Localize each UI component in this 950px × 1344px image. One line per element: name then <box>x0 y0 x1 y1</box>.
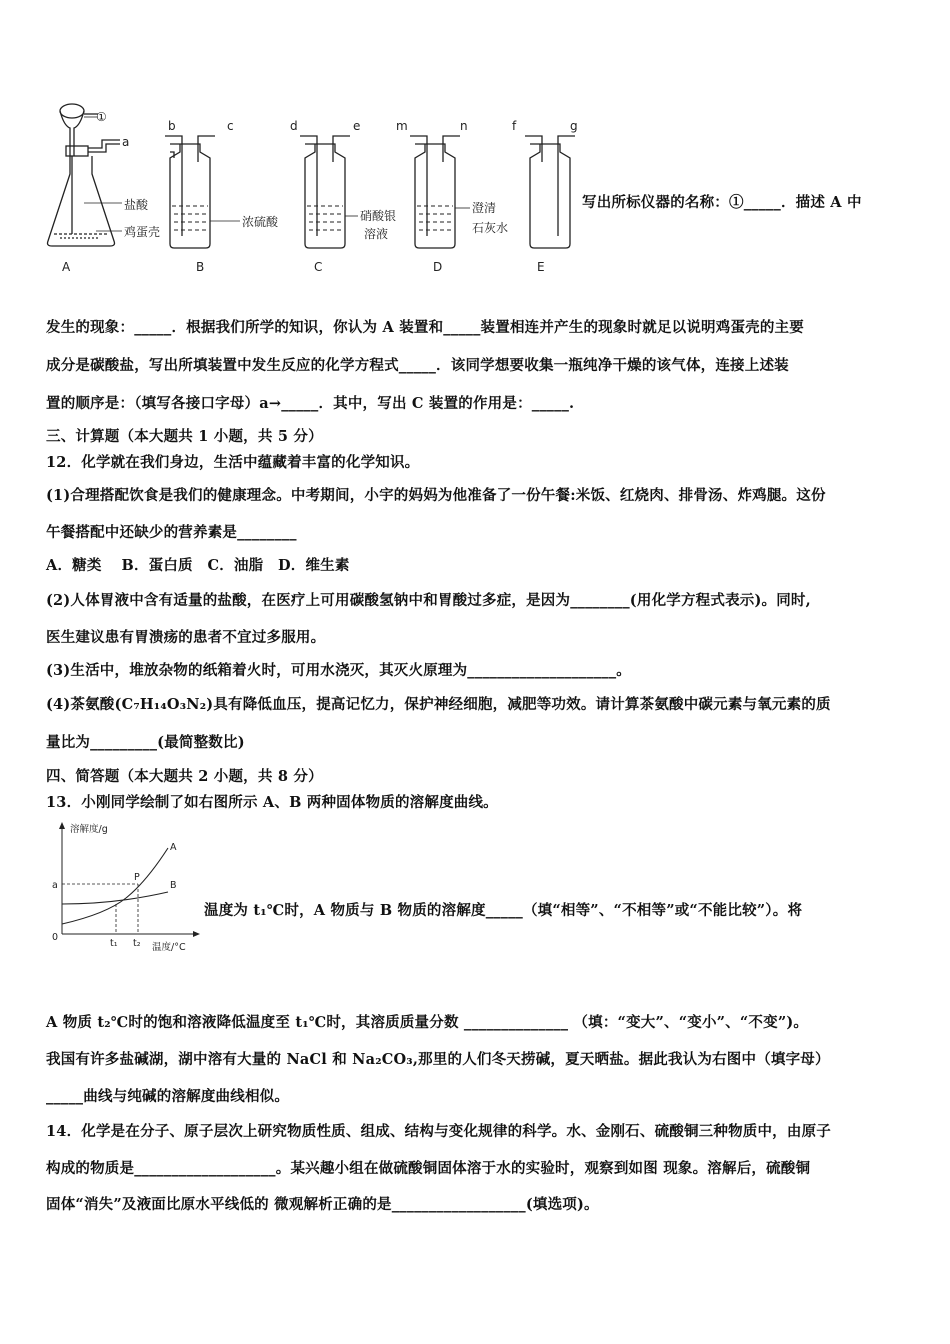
solubility-chart <box>46 818 206 958</box>
question-14a: 14．化学是在分子、原子层次上研究物质性质、组成、结构与变化规律的科学。水、金刚石、硫酸铜三种物质中，由原子 <box>46 1123 831 1140</box>
line-3: 置的顺序是：（填写各接口字母）a→_____．其中，写出 C 装置的作用是：_____. <box>46 395 575 412</box>
apparatus-figure <box>40 96 660 276</box>
callout-1: ① <box>96 110 107 124</box>
connector-f: f <box>512 119 517 133</box>
connector-m: m <box>396 119 408 133</box>
connector-b: b <box>168 119 176 133</box>
chart-ytick-a: a <box>52 880 58 891</box>
chart-origin: 0 <box>52 932 59 943</box>
label-eggshell: 鸡蛋壳 <box>124 225 161 239</box>
section-4-heading: 四、简答题（本大题共 2 小题，共 8 分） <box>46 768 323 785</box>
chart-xtick-t1: t₁ <box>110 938 118 949</box>
curve-b-label: B <box>170 880 177 891</box>
letter-a: A <box>62 260 71 274</box>
question-13-side: 温度为 t₁℃时，A 物质与 B 物质的溶解度_____（填“相等”、“不相等”或“不能比较”）。将 <box>204 902 803 919</box>
label-limewater-line1: 澄清 <box>472 201 497 215</box>
bottle-b <box>165 136 215 248</box>
flask-a <box>48 104 121 246</box>
line-1: 发生的现象：_____．根据我们所学的知识，你认为 A 装置和_____装置相连并产生的现象时就足以说明鸡蛋壳的主要 <box>46 319 804 336</box>
point-p-label: P <box>134 872 140 883</box>
question-13-c: 我国有许多盐碱湖，湖中溶有大量的 NaCl 和 Na₂CO₃,那里的人们冬天捞碱，夏天晒盐。据此我认为右图中（填字母） <box>46 1051 830 1068</box>
connector-c: c <box>227 119 234 133</box>
letter-b: B <box>196 260 205 274</box>
section-3-heading: 三、计算题（本大题共 1 小题，共 5 分） <box>46 428 323 445</box>
label-agno3-line2: 溶液 <box>364 227 389 241</box>
connector-g: g <box>570 119 578 133</box>
question-14b: 构成的物质是___________________。某兴趣小组在做硫酸铜固体溶于水的实验时，观察到如图 现象。溶解后，硫酸铜 <box>46 1160 811 1177</box>
question-12-3: (3)生活中，堆放杂物的纸箱着火时，可用水浇灭，其灭火原理为____________________。 <box>46 662 632 679</box>
curve-a-label: A <box>170 842 177 853</box>
bottle-d <box>410 136 460 248</box>
bottle-e <box>525 136 575 248</box>
chart-xtick-t2: t₂ <box>133 938 141 949</box>
letter-d: D <box>433 260 443 274</box>
label-limewater-line2: 石灰水 <box>472 221 509 235</box>
letter-c: C <box>314 260 323 274</box>
formula-theanine: C₇H₁₄O₃N₂ <box>121 696 207 713</box>
label-agno3-line1: 硝酸银 <box>360 209 397 223</box>
connector-e: e <box>353 119 361 133</box>
chart-ylabel: 溶解度/g <box>70 824 108 835</box>
question-14c: 固体“消失”及液面比原水平线低的 微观解析正确的是__________________(填选项)。 <box>46 1196 599 1213</box>
question-13: 13．小刚同学绘制了如右图所示 A、B 两种固体物质的溶解度曲线。 <box>46 794 498 811</box>
curve-b <box>62 892 168 904</box>
question-12-2a: (2)人体胃液中含有适量的盐酸，在医疗上可用碳酸氢钠中和胃酸过多症，是因为________(用化学方程式表示)。同时, <box>46 592 811 609</box>
connector-d: d <box>290 119 298 133</box>
question-12-4b: 量比为_________(最简整数比) <box>46 734 245 751</box>
question-12: 12．化学就在我们身边，生活中蕴藏着丰富的化学知识。 <box>46 454 420 471</box>
question-13-b: A 物质 t₂℃时的饱和溶液降低温度至 t₁℃时，其溶质质量分数 ______________ （填：“变大”、“变小”、“不变”)。 <box>46 1014 809 1031</box>
question-12-options: A．糖类 B．蛋白质 C．油脂 D．维生素 <box>46 557 350 574</box>
label-h2so4: 浓硫酸 <box>242 215 279 229</box>
question-13-d: _____曲线与纯碱的溶解度曲线相似。 <box>46 1088 290 1105</box>
question-12-1b: 午餐搭配中还缺少的营养素是________ <box>46 524 297 541</box>
apparatus-side-text: 写出所标仪器的名称：①_____．描述 A 中 <box>582 194 862 211</box>
connector-n: n <box>460 119 468 133</box>
bottle-c <box>300 136 350 248</box>
question-12-4a: (4)茶氨酸(C₇H₁₄O₃N₂)具有降低血压，提高记忆力，保护神经细胞，减肥等功效。请计算茶氨酸中碳元素与氧元素的质 <box>46 696 831 713</box>
line-2: 成分是碳酸盐，写出所填装置中发生反应的化学方程式_____．该同学想要收集一瓶纯净干燥的该气体，连接上述装 <box>46 357 789 374</box>
question-12-2b: 医生建议患有胃溃疡的患者不宜过多服用。 <box>46 629 326 646</box>
curve-a <box>62 848 168 924</box>
letter-e: E <box>537 260 545 274</box>
question-12-1a: (1)合理搭配饮食是我们的健康理念。中考期间，小宇的妈妈为他准备了一份午餐:米饭、红烧肉、排骨汤、炸鸡腿。这份 <box>46 487 826 504</box>
chart-xlabel: 温度/°C <box>152 942 186 953</box>
label-hcl: 盐酸 <box>124 198 149 212</box>
connector-a-label: a <box>122 135 130 149</box>
